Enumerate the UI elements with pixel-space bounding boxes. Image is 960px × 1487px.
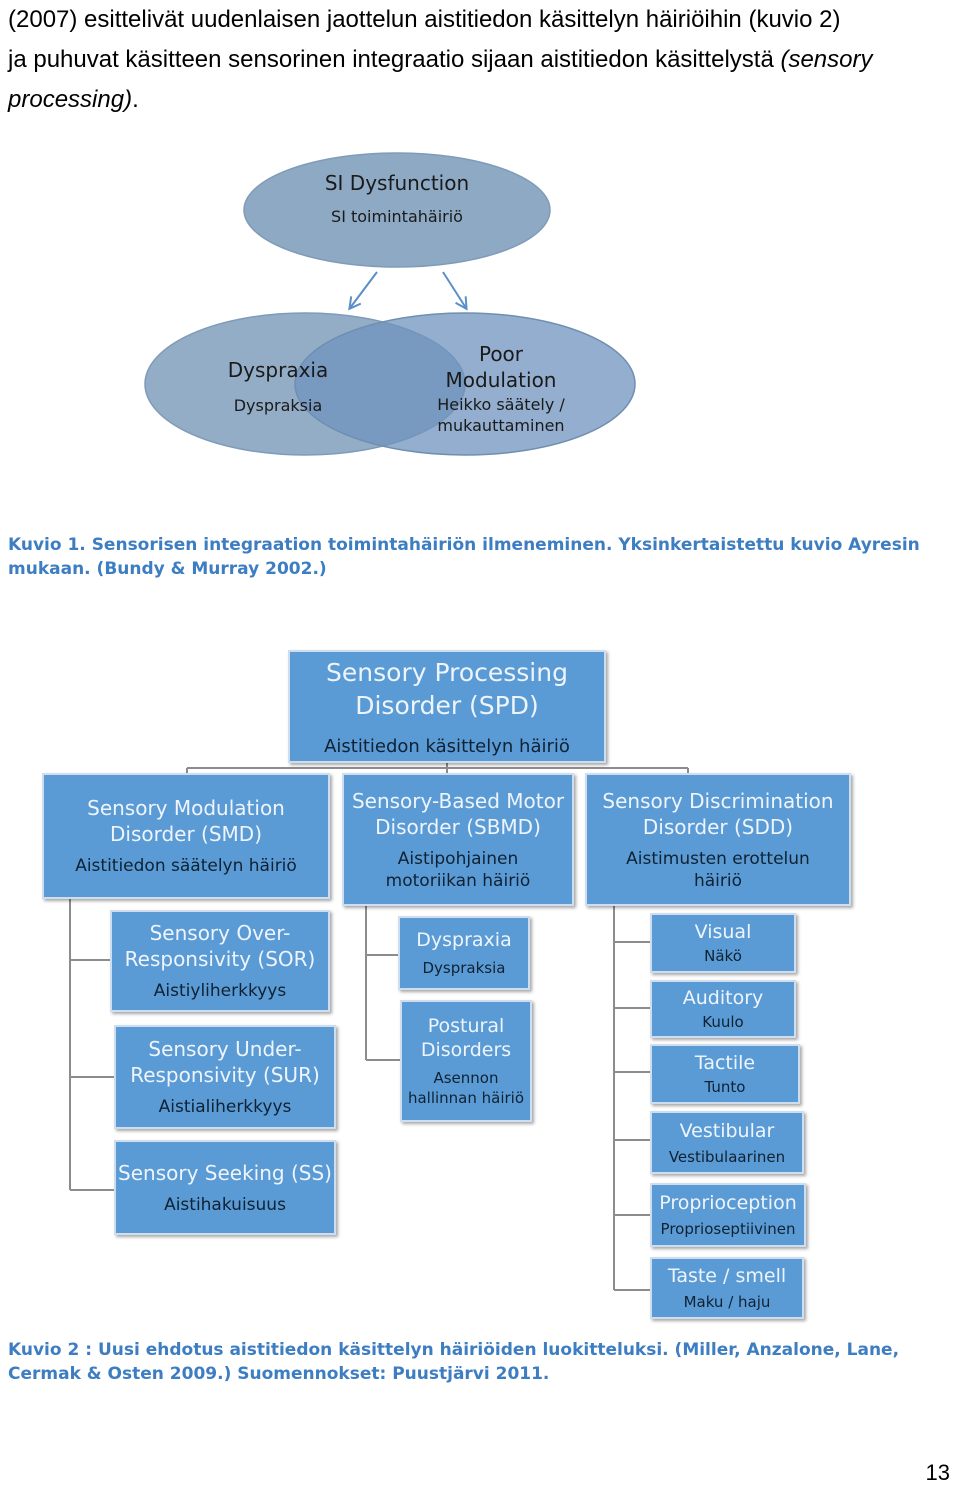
sbmd-en-2: Disorder (SBMD) [375, 814, 541, 839]
proprioception-en: Proprioception [659, 1192, 797, 1214]
arrow-left [350, 272, 377, 308]
box-visual [650, 913, 796, 973]
sor-fi: Aistiyliherkkyys [153, 981, 287, 1001]
intro-line-2-italic: (sensory [780, 46, 873, 73]
vestibular-fi: Vestibulaarinen [668, 1147, 786, 1166]
proprioception-fi: Proprioseptiivinen [660, 1220, 796, 1238]
figure-2-caption [8, 1338, 948, 1386]
box-taste-smell [650, 1257, 804, 1319]
vestibular-en: Vestibular [679, 1119, 775, 1142]
sur-en-2: Responsivity (SUR) [130, 1063, 320, 1087]
box-sor [110, 910, 330, 1012]
page-number: 13 [925, 1460, 950, 1485]
ss-fi: Aistihakuisuus [164, 1194, 286, 1215]
sbmd-fi-1: Aistipohjainen [397, 848, 519, 869]
box-ss [114, 1140, 336, 1235]
modulation-label: Modulation [445, 368, 557, 392]
intro-line-3-period: . [132, 86, 139, 113]
tactile-en: Tactile [694, 1052, 756, 1074]
connector-sdd [614, 905, 652, 1290]
box-sbmd [342, 773, 574, 906]
sur-en-1: Sensory Under- [148, 1037, 302, 1061]
box-proprioception [650, 1183, 806, 1247]
sor-en-1: Sensory Over- [149, 921, 291, 945]
connector-root [187, 762, 688, 773]
dyspraxia-fi: Dyspraksia [422, 959, 506, 977]
auditory-en: Auditory [682, 987, 764, 1009]
caption-1-line-2: mukaan. (Bundy & Murray 2002.) [8, 559, 327, 579]
sdd-en-2: Disorder (SDD) [642, 814, 794, 839]
sor-en-2: Responsivity (SOR) [124, 947, 316, 971]
dyspraxia-label: Dyspraxia [227, 358, 329, 382]
box-smd [42, 773, 330, 899]
sur-fi: Aistialiherkkyys [158, 1097, 292, 1117]
box-sur [114, 1025, 336, 1129]
sdd-fi-2: häiriö [693, 870, 743, 891]
heikko-label: Heikko säätely / [437, 395, 565, 414]
box-dyspraxia [398, 916, 530, 990]
box-sdd [585, 773, 851, 906]
box-spd [288, 650, 606, 763]
sdd-en-1: Sensory Discrimination [602, 788, 834, 813]
sdd-fi-1: Aistimusten erottelun [626, 848, 810, 869]
spd-fi: Aistitiedon käsittelyn häiriö [324, 735, 570, 757]
taste-fi: Maku / haju [683, 1293, 771, 1311]
tactile-fi: Tunto [704, 1078, 746, 1096]
intro-line-3-italic: processing) [8, 86, 133, 113]
postural-en-1: Postural [427, 1015, 505, 1037]
box-auditory [650, 980, 796, 1038]
box-tactile [650, 1044, 800, 1104]
caption-2-line-2: Cermak & Osten 2009.) Suomennokset: Puustjärvi 2011. [8, 1364, 550, 1384]
intro-line-2-text: ja puhuvat käsitteen sensorinen integraatio sijaan aistitiedon käsittelystä [8, 46, 781, 73]
dyspraxia-fi-label: Dyspraksia [233, 396, 323, 415]
arrow-right [443, 272, 466, 308]
visual-en: Visual [694, 921, 752, 943]
sbmd-fi-2: motoriikan häiriö [385, 870, 531, 891]
figure-1-caption [8, 533, 948, 581]
mukauttaminen-label: mukauttaminen [437, 416, 565, 435]
dyspraxia-en: Dyspraxia [416, 929, 512, 951]
spd-en-2: Disorder (SPD) [355, 690, 539, 720]
poor-label: Poor [478, 342, 524, 366]
intro-line-1: (2007) esittelivät uudenlaisen jaottelun aistitiedon käsittelyn häiriöihin (kuvio 2) [8, 6, 841, 33]
spd-en-1: Sensory Processing [326, 657, 568, 687]
sbmd-en-1: Sensory-Based Motor [351, 788, 565, 813]
visual-fi: Näkö [704, 947, 742, 965]
caption-2-line-1: Kuvio 2 : Uusi ehdotus aistitiedon käsittelyn häiriöiden luokitteluksi. (Miller, Anzalone, Lane, [8, 1340, 900, 1360]
postural-fi-2: hallinnan häiriö [407, 1089, 525, 1107]
caption-1-line-1: Kuvio 1. Sensorisen integraation toimintahäiriön ilmeneminen. Yksinkertaistettu kuvio Ayresin [8, 535, 920, 555]
smd-fi: Aistitiedon säätelyn häiriö [75, 856, 297, 876]
ss-en: Sensory Seeking (SS) [118, 1160, 332, 1185]
postural-en-2: Disorders [420, 1039, 512, 1061]
box-postural [400, 1000, 532, 1122]
smd-en-1: Sensory Modulation [87, 796, 285, 820]
si-dysfunction-label: SI Dysfunction [324, 171, 470, 195]
figure-1-si-dysfunction [0, 0, 960, 470]
taste-en: Taste / smell [667, 1265, 787, 1287]
postural-fi-1: Asennon [433, 1069, 499, 1087]
auditory-fi: Kuulo [702, 1013, 744, 1031]
si-dysfunction-fi-label: SI toimintahäiriö [331, 207, 463, 226]
connector-sbmd [366, 905, 402, 1060]
smd-en-2: Disorder (SMD) [109, 822, 263, 846]
box-vestibular [650, 1111, 804, 1174]
